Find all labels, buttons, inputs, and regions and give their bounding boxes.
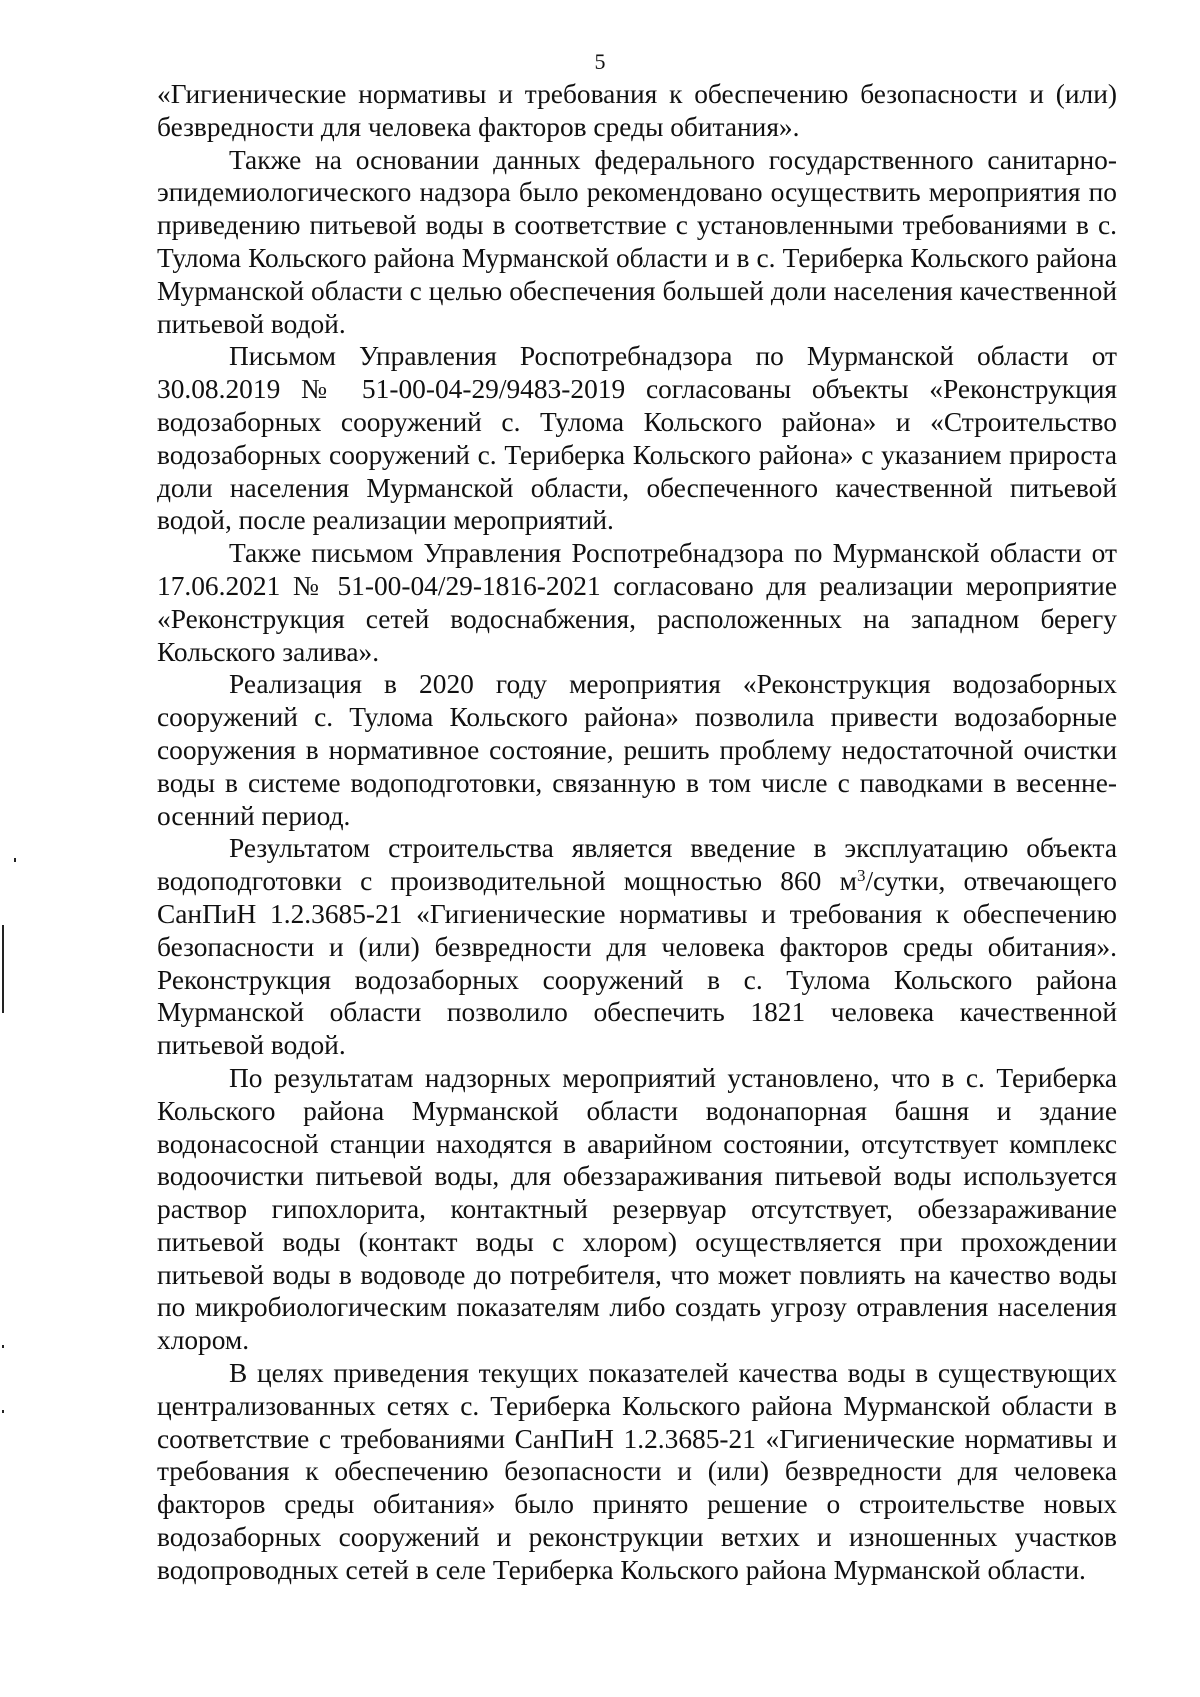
paragraph-letter-2021: Также письмом Управления Роспотребнадзора по Мурманской области от 17.06.2021 № 51-00-04/29-1816-2021 согласовано для реализации мероприятие «Реконструкция сетей водоснабжения, расположенных на западном берегу Кольского залива». (157, 538, 1117, 667)
paragraph-construction-result (157, 832, 1117, 1062)
paragraph-decision: В целях приведения текущих показателей качества воды в существующих централизованных сетях с. Териберка Кольского района Мурманской области в соответствие с требованиями СанПиН 1.2.3685-21 «Гигиенические нормативы и требования к обеспечению безопасности и (или) безвредности для человека факторов среды обитания» было принято решение о строительстве новых водозаборных сооружений и реконструкции ветхих и изношенных участков водопроводных сетей в селе Териберка Кольского района Мурманской области. (157, 1358, 1117, 1585)
paragraph-hygienic-standards-continuation: «Гигиенические нормативы и требования к обеспечению безопасности и (или) безвредности для человека факторов среды обитания». (157, 79, 1117, 142)
scan-artifact-mark-4 (2, 1410, 4, 1413)
scan-artifact-mark-3 (2, 1345, 4, 1348)
paragraph-implementation-2020: Реализация в 2020 году мероприятия «Реконструкция водозаборных сооружений с. Тулома Кольского района» позволила привести водозаборные сооружения в нормативное состояние, решить проблему недостаточной очистки воды в системе водоподготовки, связанную в том числе с паводками в весенне-осенний период. (157, 669, 1117, 831)
paragraph-inspection-findings: По результатам надзорных мероприятий установлено, что в с. Териберка Кольского района Мурманской области водонапорная башня и здание водонасосной станции находятся в аварийном состоянии, отсутствует комплекс водоочистки питьевой воды, для обеззараживания питьевой воды используется раствор гипохлорита, контактный резервуар отсутствует, обеззараживание питьевой воды (контакт воды с хлором) осуществляется при прохождении питьевой воды в водоводе до потребителя, что может повлиять на качество воды по микробиологическим показателям либо создать угрозу отравления населения хлором. (157, 1062, 1117, 1356)
page-number: 5 (594, 49, 606, 74)
cubic-superscript: 3 (856, 866, 866, 886)
scan-artifact-mark-1 (14, 858, 16, 862)
construction-result-text-before: Результатом строительства является введение в эксплуатацию объекта водоподготовки с производительной мощностью 860 м (157, 833, 1117, 897)
construction-result-text-after: /сутки, отвечающего СанПиН 1.2.3685-21 «Гигиенические нормативы и требования к обеспечению безопасности и (или) безвредности для человека факторов среды обитания». Реконструкция водозаборных сооружений в с. Тулома Кольского района Мурманской области позволило обеспечить 1821 человека качественной питьевой водой. (157, 866, 1117, 1061)
document-body (157, 78, 1117, 1587)
paragraph-supervision-recommendation: Также на основании данных федерального государственного санитарно-эпидемиологического надзора было рекомендовано осуществить мероприятия по приведению питьевой воды в соответствие с установленными требованиями в с. Тулома Кольского района Мурманской области и в с. Териберка Кольского района Мурманской области с целью обеспечения большей доли населения качественной питьевой водой. (157, 144, 1117, 339)
paragraph-letter-2019: Письмом Управления Роспотребнадзора по Мурманской области от 30.08.2019 № 51-00-04-29/9483-2019 согласованы объекты «Реконструкция водозаборных сооружений с. Тулома Кольского района» и «Строительство водозаборных сооружений с. Териберка Кольского района» с указанием прироста доли населения Мурманской области, обеспеченного качественной питьевой водой, после реализации мероприятий. (157, 341, 1117, 536)
scan-artifact-mark-2 (2, 925, 4, 1013)
